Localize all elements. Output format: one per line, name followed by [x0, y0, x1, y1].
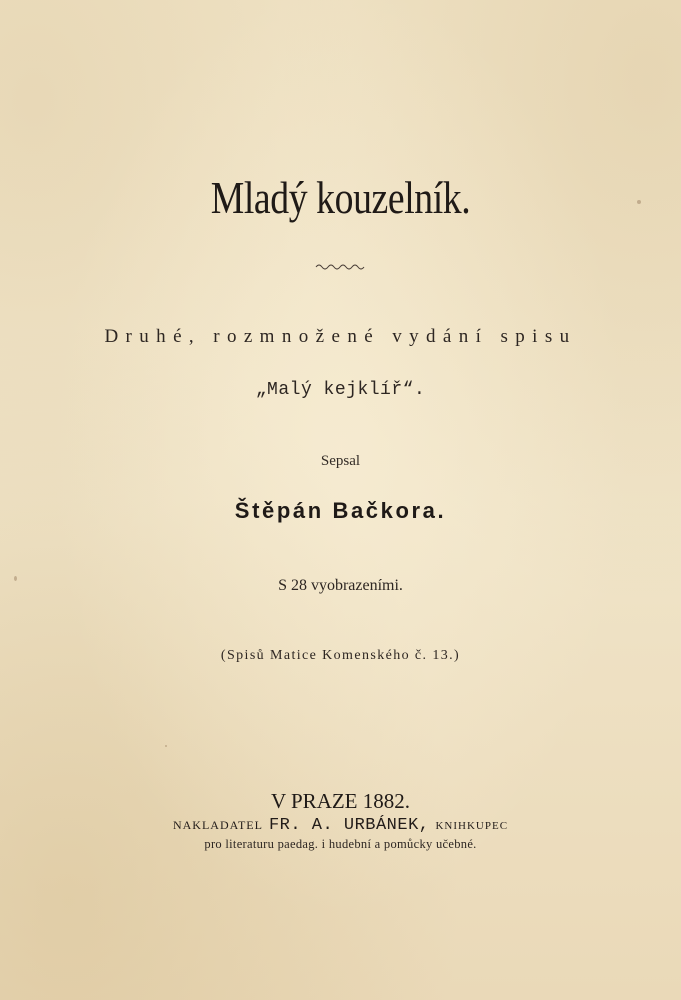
original-title: „Malý kejklíř“.	[255, 380, 426, 400]
paper-spot	[165, 745, 167, 747]
paper-spot	[637, 200, 641, 204]
illustrations-note: S 28 vyobrazeními.	[278, 577, 403, 594]
imprint-publisher	[0, 815, 681, 836]
imprint-city-year: V PRAZE 1882.	[270, 789, 411, 813]
publisher-prefix: NAKLADATEL	[172, 818, 263, 832]
edition-line: Druhé, rozmnožené vydání spisu	[104, 326, 577, 347]
publisher-role: KNIHKUPEC	[435, 820, 509, 832]
publisher-note: pro literaturu paedag. i hudební a pomůcky učebné.	[204, 837, 477, 851]
wavy-line-ornament-icon	[0, 262, 681, 278]
paper-spot	[14, 576, 17, 581]
author-name: Štěpán Bačkora.	[234, 498, 447, 523]
series-note: (Spisů Matice Komenského č. 13.)	[220, 648, 461, 663]
byline-label: Sepsal	[320, 453, 361, 469]
publisher-name: FR. A. URBÁNEK,	[268, 816, 430, 835]
book-title: Mladý kouzelník.	[210, 172, 471, 223]
